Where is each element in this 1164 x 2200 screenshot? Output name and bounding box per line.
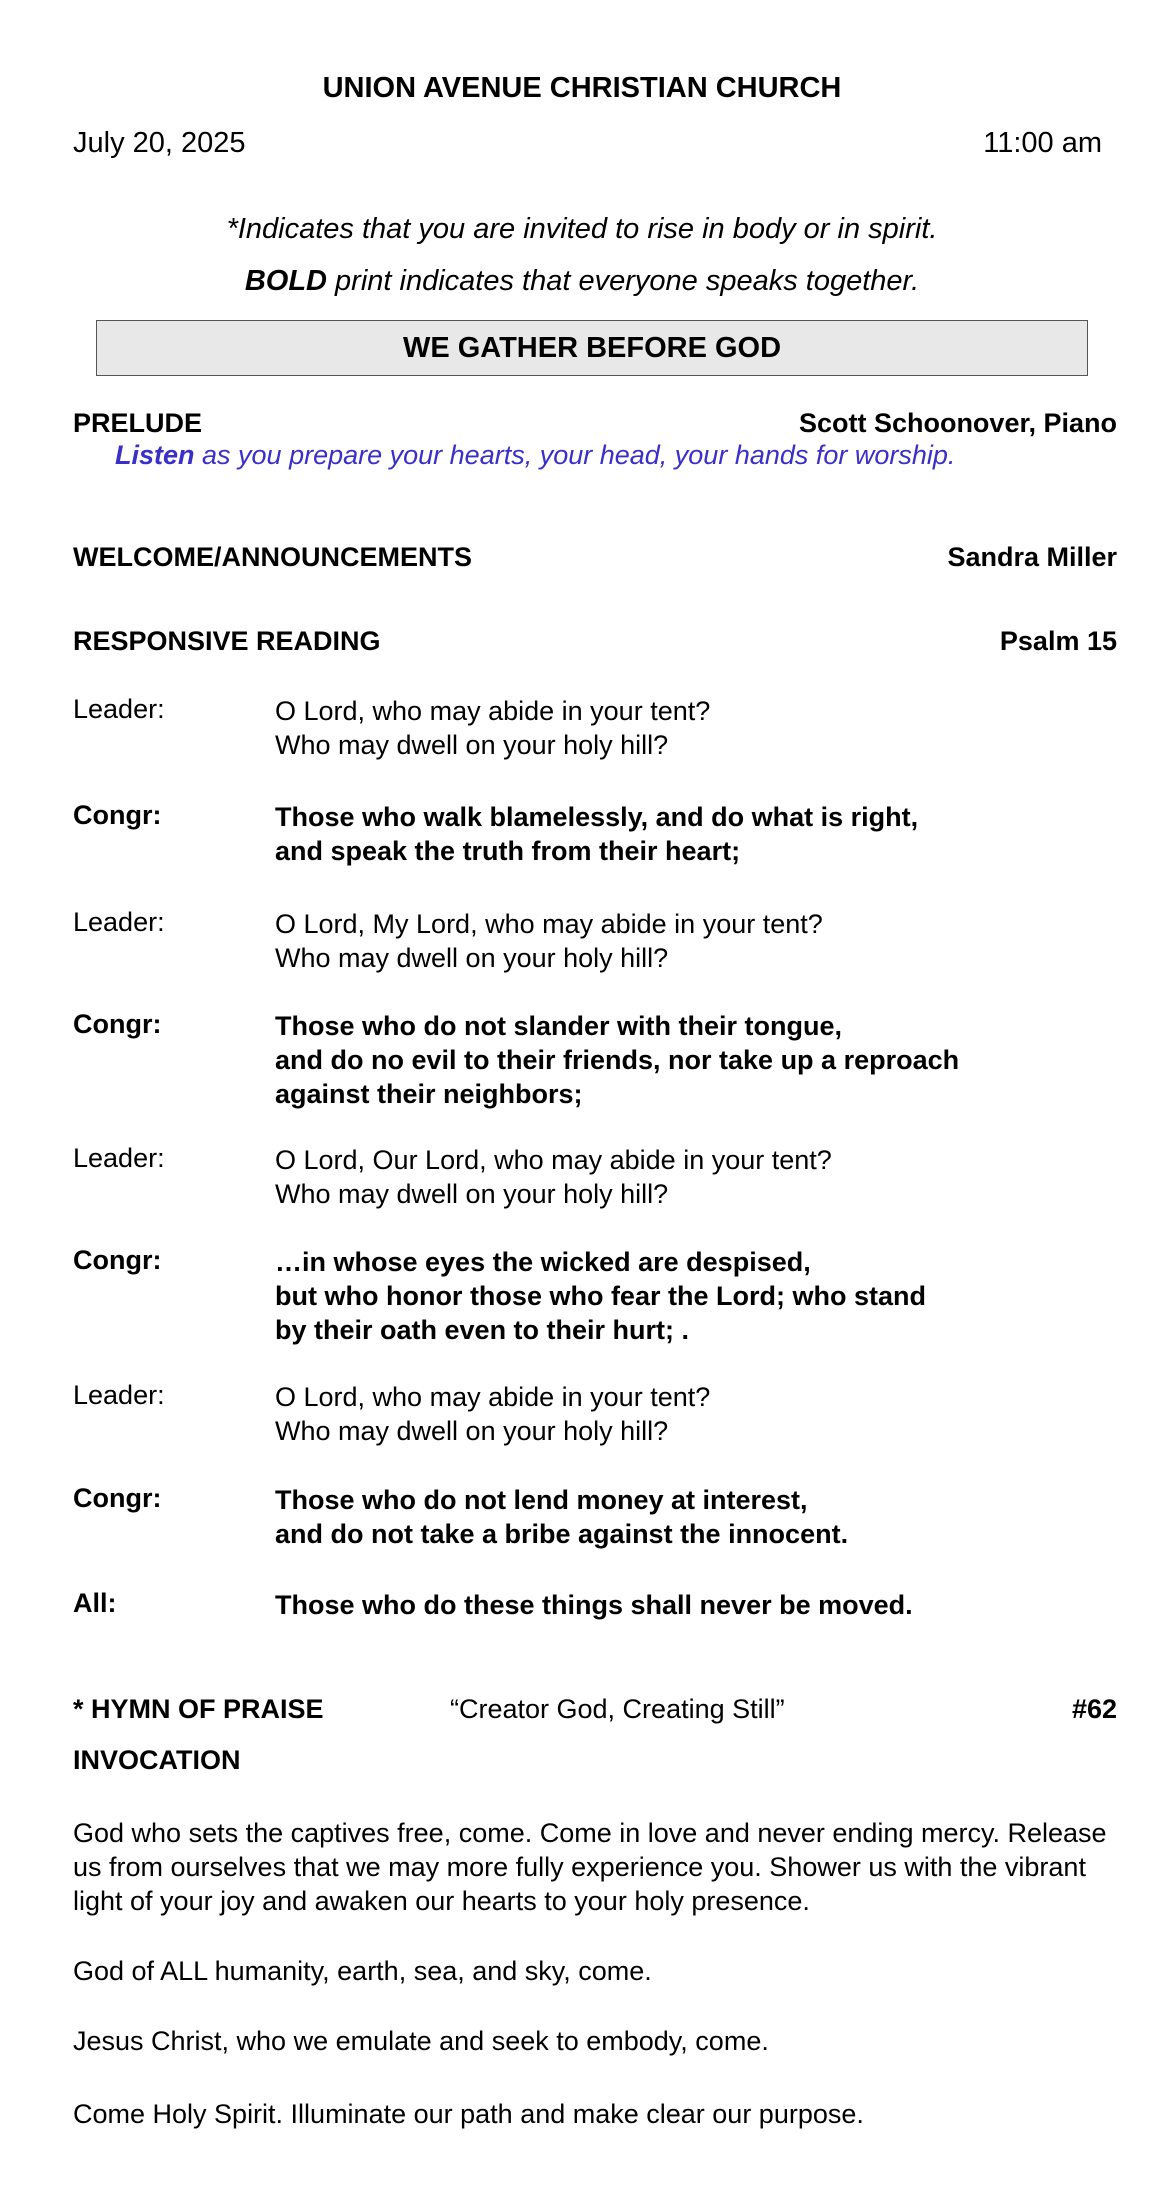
welcome-label: WELCOME/ANNOUNCEMENTS xyxy=(73,542,472,572)
reading-role: Leader: xyxy=(73,694,165,724)
listen-word: Listen xyxy=(115,440,195,470)
prelude-performer: Scott Schoonover, Piano xyxy=(798,408,1117,438)
reading-role: Leader: xyxy=(73,1380,165,1410)
reading-role: Leader: xyxy=(73,907,165,937)
reading-reference: Psalm 15 xyxy=(999,626,1117,656)
invocation-paragraph: God who sets the captives free, come. Come in love and never ending mercy. Release us from ourselves that we may more fully experience you. Shower us with the vibrant light of your joy and awaken our hearts to your holy presence. xyxy=(73,1818,1107,1916)
reading-line: O Lord, who may abide in your tent? xyxy=(275,696,711,726)
reading-line: Those who do these things shall never be moved. xyxy=(275,1590,913,1620)
invocation-paragraph: God of ALL humanity, earth, sea, and sky, come. xyxy=(73,1956,652,1986)
reading-line: against their neighbors; xyxy=(275,1079,583,1109)
reading-line: Those who walk blamelessly, and do what is right, xyxy=(275,802,919,832)
reading-line: Those who do not slander with their tongue, xyxy=(275,1011,842,1041)
reading-role: Congr: xyxy=(73,1245,162,1275)
prelude-label: PRELUDE xyxy=(73,408,203,438)
reading-line: but who honor those who fear the Lord; who stand xyxy=(275,1281,926,1311)
reading-line: O Lord, My Lord, who may abide in your tent? xyxy=(275,909,823,939)
service-time: 11:00 am xyxy=(983,127,1102,159)
hymn-number: #62 xyxy=(1071,1694,1117,1724)
reading-line: and speak the truth from their heart; xyxy=(275,836,741,866)
invocation-paragraph: Jesus Christ, who we emulate and seek to embody, come. xyxy=(73,2026,769,2056)
church-name: UNION AVENUE CHRISTIAN CHURCH xyxy=(322,72,842,104)
reading-line: O Lord, Our Lord, who may abide in your tent? xyxy=(275,1145,832,1175)
hymn-label: * HYMN OF PRAISE xyxy=(73,1694,324,1724)
rise-note: *Indicates that you are invited to rise in body or in spirit. xyxy=(226,213,938,245)
invocation-paragraph: Come Holy Spirit. Illuminate our path and make clear our purpose. xyxy=(73,2099,864,2129)
hymn-title: “Creator God, Creating Still” xyxy=(450,1694,785,1724)
bold-note xyxy=(0,265,1164,298)
reading-label: RESPONSIVE READING xyxy=(73,626,381,656)
reading-role: Leader: xyxy=(73,1143,165,1173)
reading-line: Who may dwell on your holy hill? xyxy=(275,943,669,973)
reading-line: and do no evil to their friends, nor take up a reproach xyxy=(275,1045,960,1075)
reading-line: Those who do not lend money at interest, xyxy=(275,1485,808,1515)
reading-role: All: xyxy=(73,1588,117,1618)
reading-role: Congr: xyxy=(73,800,162,830)
reading-role: Congr: xyxy=(73,1483,162,1513)
reading-line: Who may dwell on your holy hill? xyxy=(275,1416,669,1446)
invocation-label: INVOCATION xyxy=(73,1745,241,1775)
bold-note-text: print indicates that everyone speaks together. xyxy=(327,265,920,297)
reading-line: and do not take a bribe against the innocent. xyxy=(275,1519,849,1549)
reading-line: Who may dwell on your holy hill? xyxy=(275,1179,669,1209)
bold-note-keyword: BOLD xyxy=(244,265,327,297)
reading-line: Who may dwell on your holy hill? xyxy=(275,730,669,760)
listen-text: as you prepare your hearts, your head, your hands for worship. xyxy=(194,440,956,470)
service-date: July 20, 2025 xyxy=(73,127,246,159)
welcome-leader: Sandra Miller xyxy=(947,542,1117,572)
reading-line: …in whose eyes the wicked are despised, xyxy=(275,1247,811,1277)
reading-line: by their oath even to their hurt; . xyxy=(275,1315,690,1345)
prelude-instruction xyxy=(115,440,955,471)
section-banner: WE GATHER BEFORE GOD xyxy=(96,320,1088,376)
reading-role: Congr: xyxy=(73,1009,162,1039)
reading-line: O Lord, who may abide in your tent? xyxy=(275,1382,711,1412)
